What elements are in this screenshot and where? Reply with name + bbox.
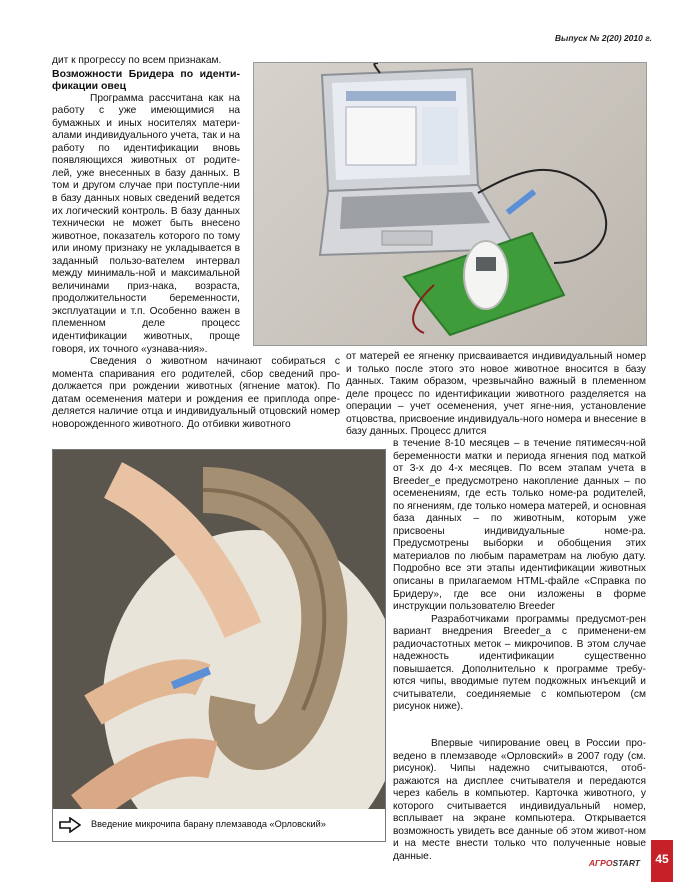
right-column-top — [346, 351, 646, 439]
page-number: 45 — [655, 852, 669, 866]
right-column-bottom — [393, 438, 646, 864]
ram-injection-icon — [53, 450, 385, 841]
laptop-chip-reader-icon — [254, 63, 646, 345]
caption-box — [53, 809, 385, 841]
wide-paragraph-block — [52, 356, 340, 431]
wide-paragraph: Сведения о животном начинают собираться с момента спаривания его родителей, сбор сведений про-должается при рождении животных (ягнение маток). По датам осеменения матери и рождения ее приплода опре-деляется наличие отца и индивидуальный отцовский номер новорожденного животного. До отбивки животного — [52, 356, 340, 430]
section-heading: Возможности Бридера по иденти-фикации овец — [52, 67, 240, 93]
issue-label: Выпуск № 2(20) 2010 г. — [554, 33, 652, 43]
photo-caption: Введение микрочипа барану племзавода «Орловский» — [91, 819, 326, 829]
left-column — [52, 55, 240, 356]
logo-prefix: АГРО — [588, 858, 613, 868]
arrow-right-icon — [59, 817, 81, 833]
logo-suffix: START — [612, 858, 640, 868]
right-paragraph-3: Разработчиками программы предусмот-рен вариант внедрения Breeder_a с применени-ем радиочастотных меток – микрочипов. В этом случае надежность идентификации существенно повышается. Дополнительно к программе требу-ются чипы, вводимые путем подкожных инъекций и считыватели, соединяемые с компьютером (см рисунок ниже). — [393, 613, 646, 713]
left-paragraph: Программа рассчитана как на работу с уже имеющимися на бумажных и иных носителях матери-алами индивидуального учета, так и на работу по идентификации вновь появляющихся животных от родите-лей, уже внесенных в базу данных. В том и другом случае при поступле-нии в базу данных новых сведений ведется их логический контроль. В базу данных технически не может быть внесено животное, показатель которого по тому или иному признаку не укладывается в заданный пользо-вателем интервал между минималь-ной и максимальной величинами приз-нака, возраста, продолжительности беременности, эксплуатации и т.п. Особенно важен в племенном деле процесс идентификации животных, проще говоря, их точного «узнава-ния». — [52, 92, 240, 355]
intro-line: дит к прогрессу по всем признакам. — [52, 55, 222, 66]
laptop-reader-photo — [253, 62, 647, 346]
ram-chip-photo — [52, 449, 386, 842]
right-paragraph-1: от матерей ее ягненку присваивается индивидуальный номер и только после этого это новое животное вносится в базу данных. Таким образом, чрезвычайно важный в племенном деле процесс по идентификации животного разделяется на операции – учет осеменения, учет ягне-ния, установление отцовства, присвоение индивидуаль-ного номера и внесение в базу данных. Процесс длится — [346, 351, 646, 438]
right-paragraph-2: в течение 8-10 месяцев – в течение пятимесяч-ной беременности матки и периода ягнения под маткой от 3-х до 4-х месяцев. По всем этапам учета в Breeder_e предусмотрено накопление данных – по осеменениям, где есть только номе-ра родителей, по ягнениям, где только номера матерей, и основная база данных – по животным, которым уже присвоены индивидуальные номе-ра. Предусмотрены выборки и обобщения этих материалов по любым параметрам на любую дату. Подробно все эти этапы идентификации животных описаны в прилагаемом HTML-файле «Справка по Бридеру», где все они изложены в форме инструкции пользователю Breeder — [393, 438, 646, 613]
right-paragraph-4: Впервые чипирование овец в России про-ведено в племзаводе «Орловский» в 2007 году (см. рисунок). Чипы надежно считываются, отоб-ражаются на дисплее считывателя и передаются через кабель в компьютер. Карточка животного, у которого считывается индивидуальный номер, всплывает на экране компьютера. Открывается возможность увидеть все данные об этом живот-ном и на месте внести только что полученные новые данные. — [393, 738, 646, 862]
magazine-logo — [589, 858, 640, 868]
